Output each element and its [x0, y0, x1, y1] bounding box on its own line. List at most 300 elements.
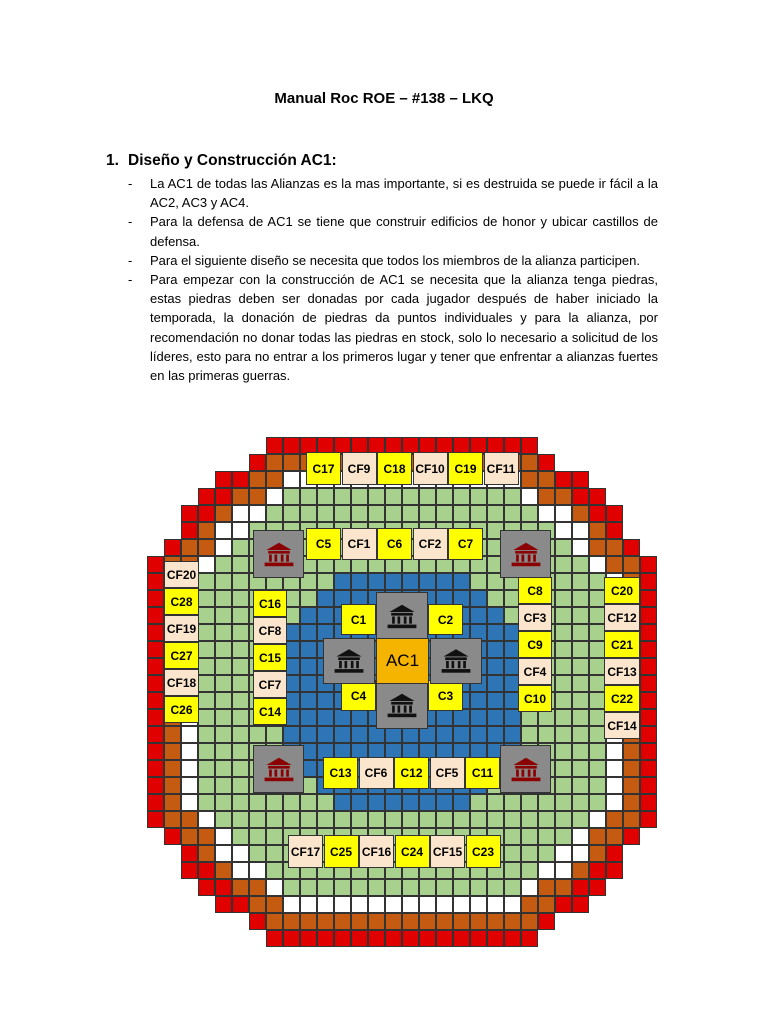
ground-tile-green: [555, 590, 572, 607]
wall-tile-orange: [334, 913, 351, 930]
wall-tile-red: [147, 675, 164, 692]
wall-tile-red: [640, 760, 657, 777]
building-slot-c28: C28: [164, 588, 199, 615]
ground-tile-green: [368, 879, 385, 896]
wall-tile-red: [606, 505, 623, 522]
ground-tile-green: [555, 743, 572, 760]
ground-tile-green: [572, 692, 589, 709]
wall-tile-red: [147, 573, 164, 590]
defense-castle: [376, 681, 428, 729]
ground-tile-green: [283, 794, 300, 811]
ground-tile-green: [300, 488, 317, 505]
wall-tile-orange: [198, 845, 215, 862]
wall-tile-red: [419, 930, 436, 947]
empty-tile: [589, 556, 606, 573]
ground-tile-green: [453, 879, 470, 896]
water-tile-blue: [453, 573, 470, 590]
empty-tile: [555, 505, 572, 522]
empty-tile: [419, 896, 436, 913]
building-slot-cf11: CF11: [484, 452, 519, 485]
wall-tile-red: [147, 743, 164, 760]
empty-tile: [351, 896, 368, 913]
wall-tile-red: [181, 505, 198, 522]
wall-tile-orange: [249, 896, 266, 913]
wall-tile-red: [572, 896, 589, 913]
empty-tile: [368, 896, 385, 913]
bullet-text: Para la defensa de AC1 se tiene que construir edificios de honor y ubicar castillos de defensa.: [150, 214, 658, 249]
ground-tile-green: [572, 794, 589, 811]
wall-tile-red: [147, 590, 164, 607]
ground-tile-green: [334, 505, 351, 522]
ground-tile-green: [215, 590, 232, 607]
wall-tile-red: [198, 488, 215, 505]
wall-tile-red: [640, 794, 657, 811]
ground-tile-green: [351, 811, 368, 828]
empty-tile: [555, 862, 572, 879]
ground-tile-green: [300, 794, 317, 811]
wall-tile-orange: [623, 743, 640, 760]
ground-tile-green: [249, 828, 266, 845]
wall-tile-orange: [283, 913, 300, 930]
empty-tile: [232, 862, 249, 879]
building-slot-c11: C11: [465, 757, 500, 789]
building-slot-c1: C1: [341, 604, 376, 635]
ground-tile-green: [555, 794, 572, 811]
water-tile-blue: [436, 709, 453, 726]
ground-tile-green: [385, 811, 402, 828]
water-tile-blue: [334, 794, 351, 811]
building-slot-c3: C3: [428, 680, 463, 711]
wall-tile-red: [198, 879, 215, 896]
wall-tile-orange: [521, 471, 538, 488]
ground-tile-green: [300, 879, 317, 896]
wall-tile-red: [266, 437, 283, 454]
ground-tile-green: [300, 590, 317, 607]
wall-tile-red: [623, 539, 640, 556]
water-tile-blue: [436, 573, 453, 590]
wall-tile-red: [300, 930, 317, 947]
ground-tile-green: [470, 573, 487, 590]
ground-tile-green: [215, 573, 232, 590]
empty-tile: [181, 794, 198, 811]
defense-castle: [376, 592, 428, 640]
wall-tile-red: [334, 930, 351, 947]
water-tile-blue: [300, 641, 317, 658]
ground-tile-green: [215, 692, 232, 709]
building-slot-cf9: CF9: [342, 452, 377, 485]
wall-tile-red: [640, 658, 657, 675]
ground-tile-green: [249, 794, 266, 811]
ground-tile-green: [215, 624, 232, 641]
building-slot-c7: C7: [448, 528, 483, 560]
water-tile-blue: [487, 624, 504, 641]
wall-tile-orange: [623, 556, 640, 573]
ground-tile-green: [487, 879, 504, 896]
empty-tile: [572, 522, 589, 539]
wall-tile-orange: [606, 539, 623, 556]
ground-tile-green: [521, 828, 538, 845]
building-slot-cf15: CF15: [430, 835, 465, 868]
ground-tile-green: [572, 726, 589, 743]
ground-tile-green: [521, 505, 538, 522]
building-slot-cf18: CF18: [164, 669, 199, 696]
water-tile-blue: [419, 573, 436, 590]
ground-tile-green: [232, 641, 249, 658]
wall-tile-red: [215, 879, 232, 896]
ground-tile-green: [402, 505, 419, 522]
wall-tile-orange: [589, 845, 606, 862]
alliance-center-ac1: AC1: [376, 638, 429, 684]
ground-tile-green: [504, 794, 521, 811]
ground-tile-green: [470, 879, 487, 896]
wall-tile-red: [147, 624, 164, 641]
ground-tile-green: [249, 811, 266, 828]
wall-tile-orange: [181, 828, 198, 845]
building-slot-cf13: CF13: [604, 658, 640, 685]
wall-tile-red: [538, 913, 555, 930]
wall-tile-orange: [300, 913, 317, 930]
ground-tile-green: [198, 692, 215, 709]
empty-tile: [249, 505, 266, 522]
wall-tile-orange: [538, 488, 555, 505]
empty-tile: [606, 794, 623, 811]
wall-tile-red: [215, 471, 232, 488]
building-slot-c24: C24: [395, 835, 430, 868]
ground-tile-green: [232, 743, 249, 760]
wall-tile-red: [198, 862, 215, 879]
empty-tile: [436, 896, 453, 913]
ground-tile-green: [521, 794, 538, 811]
ground-tile-green: [198, 743, 215, 760]
ground-tile-green: [538, 811, 555, 828]
ground-tile-green: [555, 828, 572, 845]
ground-tile-green: [572, 675, 589, 692]
empty-tile: [198, 811, 215, 828]
wall-tile-orange: [215, 505, 232, 522]
wall-tile-orange: [181, 539, 198, 556]
wall-tile-red: [147, 692, 164, 709]
wall-tile-orange: [249, 471, 266, 488]
ground-tile-green: [215, 556, 232, 573]
ground-tile-green: [572, 624, 589, 641]
ground-tile-green: [504, 845, 521, 862]
ground-tile-green: [351, 505, 368, 522]
wall-tile-orange: [555, 879, 572, 896]
wall-tile-orange: [232, 879, 249, 896]
wall-tile-red: [521, 930, 538, 947]
empty-tile: [283, 896, 300, 913]
wall-tile-orange: [283, 454, 300, 471]
ground-tile-green: [266, 862, 283, 879]
wall-tile-orange: [521, 896, 538, 913]
ground-tile-green: [351, 879, 368, 896]
wall-tile-red: [453, 930, 470, 947]
ground-tile-green: [538, 845, 555, 862]
building-slot-c27: C27: [164, 642, 199, 669]
water-tile-blue: [470, 590, 487, 607]
wall-tile-red: [249, 913, 266, 930]
ground-tile-green: [572, 590, 589, 607]
wall-tile-red: [538, 454, 555, 471]
document-title: Manual Roc ROE – #138 – LKQ: [274, 90, 494, 107]
honor-building: [253, 745, 304, 793]
honor-building: [253, 530, 304, 578]
ground-tile-green: [402, 811, 419, 828]
building-slot-c18: C18: [377, 452, 412, 485]
ground-tile-green: [283, 488, 300, 505]
empty-tile: [249, 862, 266, 879]
wall-tile-red: [640, 624, 657, 641]
wall-tile-orange: [538, 471, 555, 488]
ground-tile-green: [589, 760, 606, 777]
building-slot-c22: C22: [604, 685, 640, 712]
wall-tile-orange: [572, 862, 589, 879]
ground-tile-green: [470, 811, 487, 828]
wall-tile-orange: [351, 913, 368, 930]
ground-tile-green: [555, 777, 572, 794]
ground-tile-green: [436, 505, 453, 522]
building-slot-c20: C20: [604, 577, 640, 604]
ground-tile-green: [419, 505, 436, 522]
water-tile-blue: [351, 794, 368, 811]
wall-tile-orange: [164, 777, 181, 794]
empty-tile: [555, 522, 572, 539]
ground-tile-green: [572, 743, 589, 760]
wall-tile-orange: [589, 828, 606, 845]
wall-tile-red: [572, 488, 589, 505]
ground-tile-green: [266, 828, 283, 845]
wall-tile-red: [215, 488, 232, 505]
wall-tile-red: [640, 607, 657, 624]
ground-tile-green: [215, 709, 232, 726]
ground-tile-green: [555, 726, 572, 743]
wall-tile-orange: [623, 811, 640, 828]
wall-tile-red: [470, 930, 487, 947]
honor-building-icon: [508, 755, 544, 784]
ground-tile-green: [334, 879, 351, 896]
wall-tile-red: [572, 879, 589, 896]
wall-tile-red: [164, 539, 181, 556]
wall-tile-red: [402, 930, 419, 947]
wall-tile-orange: [198, 828, 215, 845]
ground-tile-green: [555, 624, 572, 641]
wall-tile-red: [351, 930, 368, 947]
water-tile-blue: [504, 726, 521, 743]
ground-tile-green: [504, 862, 521, 879]
ground-tile-green: [232, 590, 249, 607]
ground-tile-green: [572, 760, 589, 777]
ground-tile-green: [521, 845, 538, 862]
wall-tile-orange: [249, 879, 266, 896]
ground-tile-green: [589, 743, 606, 760]
ground-tile-green: [215, 794, 232, 811]
ground-tile-green: [215, 641, 232, 658]
water-tile-blue: [368, 794, 385, 811]
ground-tile-green: [317, 505, 334, 522]
ground-tile-green: [283, 505, 300, 522]
water-tile-blue: [317, 590, 334, 607]
ground-tile-green: [470, 505, 487, 522]
building-slot-cf16: CF16: [359, 835, 394, 868]
building-slot-c13: C13: [323, 757, 358, 789]
wall-tile-red: [606, 862, 623, 879]
ground-tile-green: [232, 760, 249, 777]
ground-tile-green: [555, 573, 572, 590]
ground-tile-green: [198, 658, 215, 675]
wall-tile-orange: [470, 913, 487, 930]
water-tile-blue: [300, 675, 317, 692]
honor-building: [500, 530, 551, 578]
water-tile-blue: [300, 607, 317, 624]
wall-tile-orange: [623, 760, 640, 777]
ground-tile-green: [555, 709, 572, 726]
wall-tile-orange: [572, 505, 589, 522]
empty-tile: [266, 879, 283, 896]
empty-tile: [215, 828, 232, 845]
ground-tile-green: [504, 879, 521, 896]
ground-tile-green: [300, 505, 317, 522]
empty-tile: [470, 896, 487, 913]
bullet-marker: -: [128, 272, 133, 288]
building-slot-cf5: CF5: [430, 757, 465, 789]
wall-tile-orange: [589, 539, 606, 556]
wall-tile-orange: [198, 539, 215, 556]
ground-tile-green: [232, 794, 249, 811]
ground-tile-green: [198, 590, 215, 607]
ground-tile-green: [198, 624, 215, 641]
wall-tile-red: [589, 879, 606, 896]
wall-tile-orange: [164, 811, 181, 828]
ground-tile-green: [266, 811, 283, 828]
castle-icon: [384, 691, 420, 720]
wall-tile-red: [555, 471, 572, 488]
ground-tile-green: [572, 709, 589, 726]
wall-tile-red: [283, 930, 300, 947]
wall-tile-red: [164, 828, 181, 845]
water-tile-blue: [470, 726, 487, 743]
wall-tile-red: [606, 845, 623, 862]
wall-tile-orange: [368, 913, 385, 930]
wall-tile-red: [572, 471, 589, 488]
water-tile-blue: [436, 794, 453, 811]
wall-tile-red: [147, 607, 164, 624]
water-tile-blue: [317, 607, 334, 624]
ground-tile-green: [572, 777, 589, 794]
wall-tile-red: [640, 709, 657, 726]
ground-tile-green: [419, 488, 436, 505]
ground-tile-green: [232, 556, 249, 573]
wall-tile-orange: [521, 454, 538, 471]
ground-tile-green: [198, 760, 215, 777]
ground-tile-green: [198, 777, 215, 794]
ground-tile-green: [504, 828, 521, 845]
wall-tile-orange: [266, 471, 283, 488]
ground-tile-green: [538, 794, 555, 811]
building-slot-c5: C5: [306, 528, 341, 560]
ground-tile-green: [385, 879, 402, 896]
bullet-text: La AC1 de todas las Alianzas es la mas importante, si es destruida se puede ir fácil a la AC2, AC3 y AC4.: [150, 176, 658, 211]
water-tile-blue: [487, 692, 504, 709]
ground-tile-green: [317, 811, 334, 828]
wall-tile-orange: [606, 556, 623, 573]
ground-tile-green: [555, 641, 572, 658]
ground-tile-green: [283, 879, 300, 896]
wall-tile-red: [147, 794, 164, 811]
ground-tile-green: [317, 794, 334, 811]
ground-tile-green: [232, 573, 249, 590]
wall-tile-red: [487, 930, 504, 947]
ground-tile-green: [266, 505, 283, 522]
ground-tile-green: [232, 709, 249, 726]
building-slot-c8: C8: [518, 577, 552, 604]
ground-tile-green: [385, 505, 402, 522]
water-tile-blue: [334, 709, 351, 726]
wall-tile-red: [521, 437, 538, 454]
empty-tile: [589, 811, 606, 828]
building-slot-cf7: CF7: [253, 671, 287, 698]
ground-tile-green: [249, 726, 266, 743]
wall-tile-orange: [266, 896, 283, 913]
empty-tile: [232, 522, 249, 539]
ground-tile-green: [368, 505, 385, 522]
water-tile-blue: [436, 726, 453, 743]
honor-building-icon: [508, 540, 544, 569]
ground-tile-green: [215, 658, 232, 675]
empty-tile: [572, 828, 589, 845]
wall-tile-red: [640, 573, 657, 590]
ground-tile-green: [198, 726, 215, 743]
wall-tile-orange: [402, 913, 419, 930]
ground-tile-green: [436, 879, 453, 896]
water-tile-blue: [402, 573, 419, 590]
bullet-item: [126, 270, 658, 385]
wall-tile-red: [317, 930, 334, 947]
water-tile-blue: [283, 726, 300, 743]
ground-tile-green: [453, 505, 470, 522]
empty-tile: [300, 896, 317, 913]
wall-tile-red: [215, 896, 232, 913]
water-tile-blue: [487, 726, 504, 743]
empty-tile: [181, 777, 198, 794]
building-slot-cf19: CF19: [164, 615, 199, 642]
ground-tile-green: [232, 828, 249, 845]
empty-tile: [521, 488, 538, 505]
ground-tile-green: [555, 811, 572, 828]
empty-tile: [504, 896, 521, 913]
ground-tile-green: [538, 828, 555, 845]
water-tile-blue: [300, 658, 317, 675]
wall-tile-red: [147, 641, 164, 658]
building-slot-c23: C23: [466, 835, 501, 868]
water-tile-blue: [402, 794, 419, 811]
building-slot-c4: C4: [341, 680, 376, 711]
water-tile-blue: [300, 726, 317, 743]
ground-tile-green: [402, 488, 419, 505]
wall-tile-red: [640, 641, 657, 658]
ground-tile-green: [198, 794, 215, 811]
empty-tile: [181, 743, 198, 760]
wall-tile-red: [589, 862, 606, 879]
wall-tile-red: [640, 726, 657, 743]
wall-tile-orange: [606, 828, 623, 845]
water-tile-blue: [385, 794, 402, 811]
wall-tile-orange: [317, 913, 334, 930]
wall-tile-orange: [249, 488, 266, 505]
wall-tile-orange: [419, 913, 436, 930]
ground-tile-green: [317, 488, 334, 505]
wall-tile-orange: [266, 913, 283, 930]
wall-tile-red: [147, 726, 164, 743]
